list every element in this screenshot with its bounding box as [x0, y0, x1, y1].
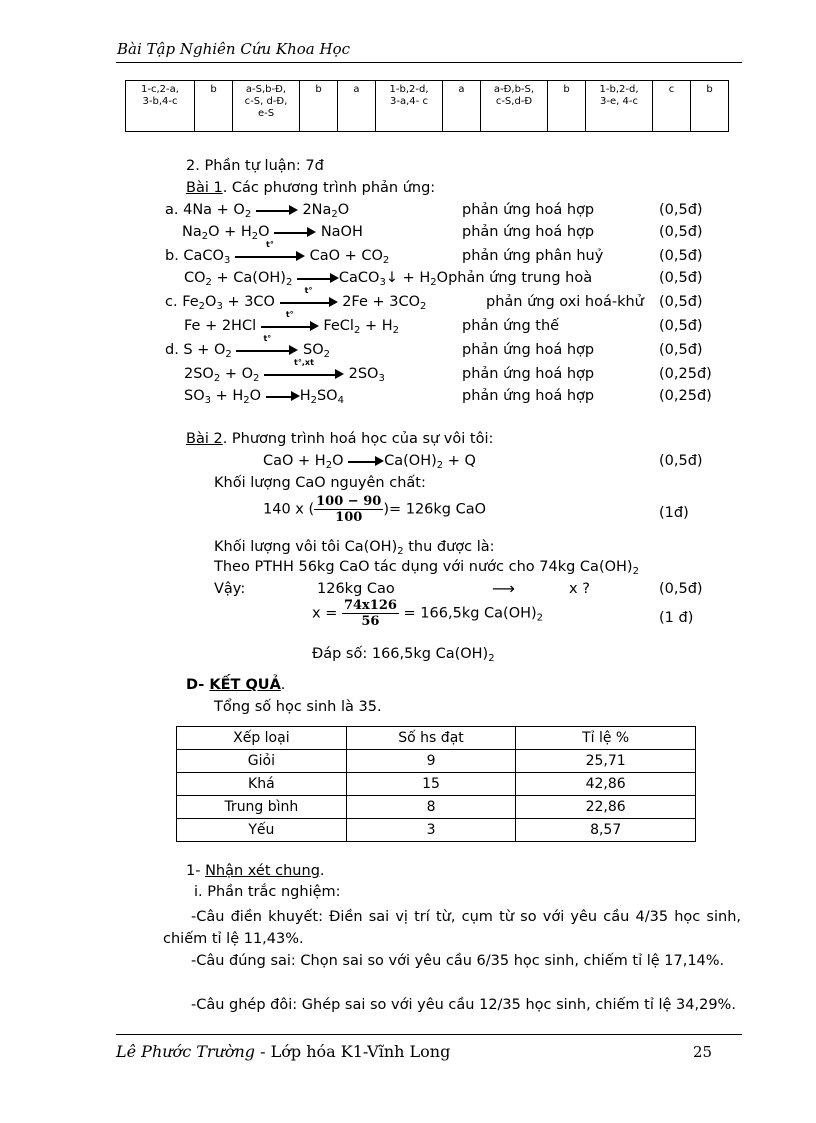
score: (0,5đ): [659, 224, 703, 240]
answer-cell: b: [691, 81, 729, 132]
answer-cell: b: [548, 81, 586, 132]
section-2-title: 2. Phần tự luận: 7đ: [186, 158, 324, 174]
table-cell: Giỏi: [177, 750, 347, 773]
slaked-lime-label: Khối lượng vôi tôi $Ca(OH)_2$ thu được là:: [214, 539, 495, 557]
answer-cell: 1-b,2-d, 3-e, 4-c: [586, 81, 653, 132]
cao-mass-label: Khối lượng CaO nguyên chất:: [214, 475, 426, 491]
vay-x: x ?: [569, 581, 590, 597]
footer-rule: [116, 1034, 742, 1035]
table-cell: Yếu: [177, 819, 347, 842]
table-row: [177, 819, 696, 842]
remark-paragraph: -Câu ghép đôi: Ghép sai so với yêu cầu 12/35 học sinh, chiếm tỉ lệ 34,29%.: [191, 997, 736, 1013]
equation-a2: $Na_2O + H_2O$ NaOH: [182, 224, 363, 242]
table-cell: Khá: [177, 773, 347, 796]
column-header: Tỉ lệ %: [516, 727, 696, 750]
calc-caoh2: x = $\frac{74x126}{56}$ = 166,5kg $Ca(OH)_2$: [312, 598, 544, 629]
reaction-arrow-icon: [266, 389, 300, 403]
remarks-heading: 1- Nhận xét chung.: [186, 863, 325, 879]
bai1-heading: Bài 1. Các phương trình phản ứng:: [186, 180, 436, 196]
answer-cell: a: [443, 81, 481, 132]
remark-paragraph: -Câu điền khuyết: Điền sai vị trí từ, cụm từ so với yêu cầu 4/35 học sinh, chiếm tỉ lệ 11,43%.: [163, 909, 741, 947]
calc-cao: 140 x ( $\frac{100 - 90}{100}$ )= 126kg CaO: [263, 494, 487, 525]
table-cell: 8,57: [516, 819, 696, 842]
table-cell: 22,86: [516, 796, 696, 819]
score: (1đ): [659, 505, 689, 521]
score: (0,5đ): [659, 581, 703, 597]
score: (0,25đ): [659, 388, 712, 404]
score: (0,5đ): [659, 318, 703, 334]
reaction-arrow-icon: t°,xt: [264, 367, 344, 381]
score: (0,5đ): [659, 248, 703, 264]
answer-cell: c: [653, 81, 691, 132]
section-d-heading: D- KẾT QUẢ.: [186, 677, 286, 693]
equation-d2: $2SO_2 + O_2$ t°,xt $2SO_3$: [184, 358, 385, 384]
reaction-type: phản ứng hoá hợp: [462, 202, 595, 218]
answer-cell: 1-b,2-d, 3-a,4- c: [376, 81, 443, 132]
page-number: 25: [693, 1043, 713, 1061]
table-cell: 3: [346, 819, 516, 842]
reaction-type: phản ứng hoá hợp: [462, 366, 595, 382]
footer-author: Lê Phước Trường - Lớp hóa K1-Vĩnh Long: [116, 1042, 451, 1061]
reaction-type: phản ứng hoá hợp: [462, 342, 595, 358]
table-cell: Trung bình: [177, 796, 347, 819]
table-header-row: [177, 727, 696, 750]
table-cell: 42,86: [516, 773, 696, 796]
equation-b2: $CO_2 + Ca(OH)_2$ CaCO$_3$↓ + $H_2Ophản$ ứng trung hoà: [184, 270, 593, 288]
reaction-type: phản ứng phân huỷ: [462, 248, 604, 264]
reaction-arrow-icon: [297, 271, 339, 285]
bai2-heading: Bài 2. Phương trình hoá học của sự vôi tôi:: [186, 431, 494, 447]
score: (0,5đ): [659, 270, 703, 286]
score: (1 đ): [659, 610, 694, 626]
reaction-type: phản ứng oxi hoá-khử: [486, 294, 644, 310]
score: (0,25đ): [659, 366, 712, 382]
remark-paragraph: -Câu đúng sai: Chọn sai so với yêu cầu 6/35 học sinh, chiếm tỉ lệ 17,14%.: [191, 953, 725, 969]
arrow-icon: ⟶: [492, 579, 515, 598]
theo-pthh: Theo PTHH 56kg CaO tác dụng với nước cho 74kg $Ca(OH)_2$: [214, 559, 639, 577]
answer-cell: b: [300, 81, 338, 132]
reaction-type: phản ứng hoá hợp: [462, 388, 595, 404]
reaction-arrow-icon: [256, 203, 298, 217]
table-cell: 9: [346, 750, 516, 773]
vay-value: 126kg Cao: [317, 581, 395, 597]
table-row: [177, 750, 696, 773]
answer-cell: b: [195, 81, 233, 132]
equation-a1: a. $4Na + O_2$ $2Na_2O$: [165, 202, 350, 220]
remarks-subheading: i. Phần trắc nghiệm:: [194, 884, 341, 900]
bai2-equation: CaO + $H_2O$ $Ca(OH)_2 + Q$: [263, 453, 476, 471]
table-cell: 25,71: [516, 750, 696, 773]
table-cell: 8: [346, 796, 516, 819]
reaction-arrow-icon: [348, 454, 384, 468]
column-header: Số hs đạt: [346, 727, 516, 750]
reaction-type: phản ứng hoá hợp: [462, 224, 595, 240]
equation-d1: d. $S + O_2$ t° $SO_2$: [165, 334, 331, 360]
fraction: $\frac{74x126}{56}$: [343, 598, 397, 629]
table-cell: 15: [346, 773, 516, 796]
score: (0,5đ): [659, 202, 703, 218]
score: (0,5đ): [659, 453, 703, 469]
results-table: [176, 726, 696, 842]
reaction-arrow-icon: t°: [261, 319, 319, 333]
equation-d3: $SO_3 + H_2O$ $H_2SO_4$: [184, 388, 344, 406]
score: (0,5đ): [659, 294, 703, 310]
reaction-arrow-icon: t°: [235, 249, 305, 263]
reaction-arrow-icon: t°: [280, 295, 338, 309]
equation-c2: Fe + 2HCl t° FeCl$_2$ + $H_2$: [184, 310, 399, 336]
fraction: $\frac{100 - 90}{100}$: [316, 494, 382, 525]
total-students: Tổng số học sinh là 35.: [214, 699, 382, 715]
score: (0,5đ): [659, 342, 703, 358]
equation-b1: b. CaCO$_3$ t° CaO + $CO_2$: [165, 240, 390, 266]
answer-cell: a-S,b-Đ, c-S, d-Đ, e-S: [233, 81, 300, 132]
reaction-arrow-icon: t°: [236, 343, 298, 357]
vay-label: Vậy:: [214, 581, 246, 597]
page-header-title: Bài Tập Nghiên Cứu Khoa Học: [117, 40, 351, 58]
reaction-type: phản ứng thế: [462, 318, 560, 334]
table-row: [177, 796, 696, 819]
reaction-arrow-icon: [274, 225, 316, 239]
equation-c1: c. $Fe_2O_3 + 3CO$ t° $2Fe + 3CO_2$: [165, 286, 427, 312]
answer-table: [125, 80, 729, 132]
column-header: Xếp loại: [177, 727, 347, 750]
answer-cell: a: [338, 81, 376, 132]
answer-row: [126, 81, 729, 132]
answer-cell: a-Đ,b-S, c-S,d-Đ: [481, 81, 548, 132]
answer-cell: 1-c,2-a, 3-b,4-c: [126, 81, 195, 132]
table-row: [177, 773, 696, 796]
final-answer: Đáp số: 166,5kg $Ca(OH)_2$: [312, 646, 495, 664]
header-rule: [116, 62, 742, 63]
